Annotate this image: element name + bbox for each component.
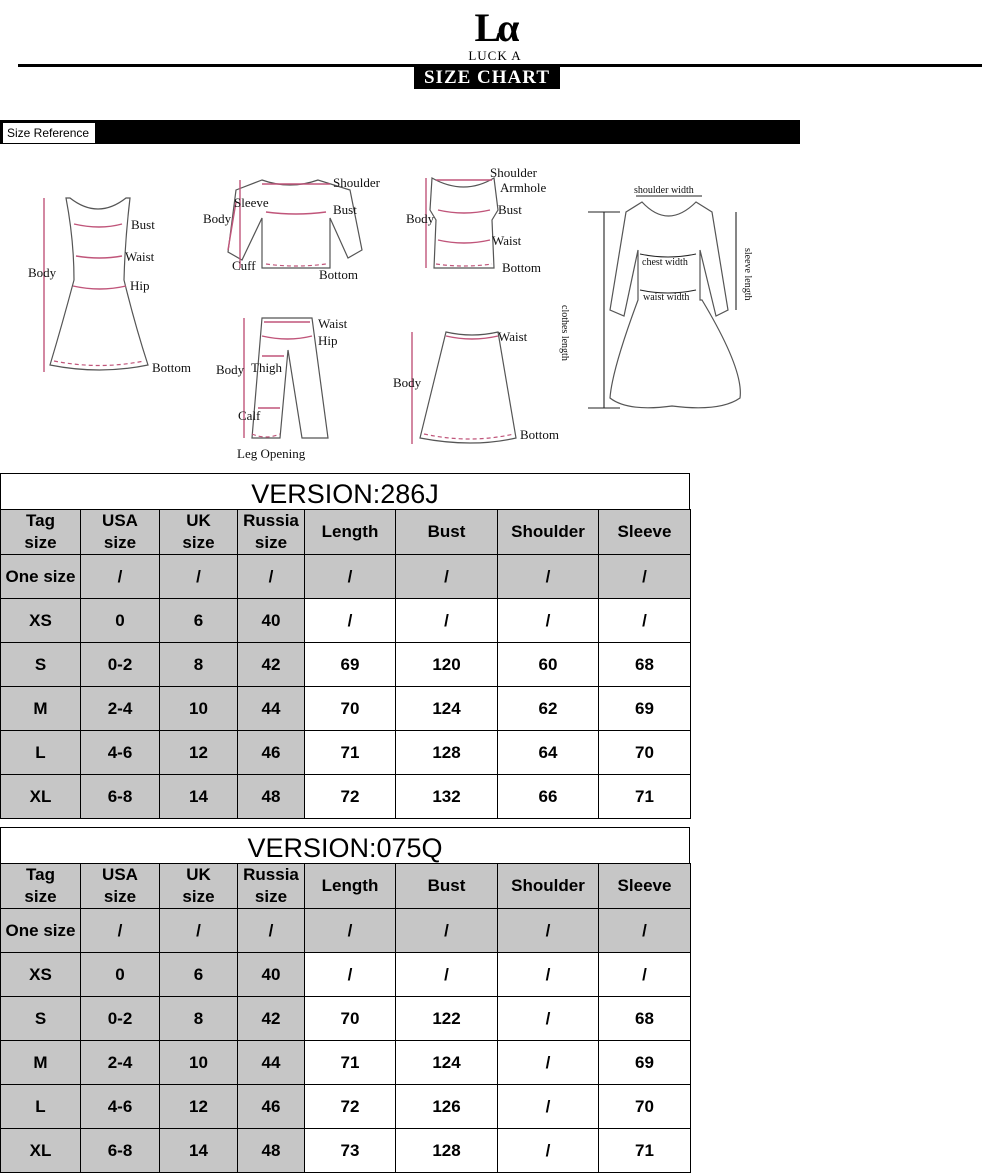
- version-title: VERSION:075Q: [0, 827, 690, 863]
- col-header-length: Length: [305, 864, 396, 909]
- table-cell: /: [498, 1041, 599, 1085]
- top-bust-label: Bust: [333, 202, 357, 217]
- skirt-waist-label: Waist: [498, 329, 528, 344]
- table-cell: /: [238, 909, 305, 953]
- top-cuff-label: Cuff: [232, 258, 256, 273]
- table-cell: 68: [599, 997, 691, 1041]
- waist-width-label: waist width: [643, 292, 690, 303]
- table-cell: 70: [305, 687, 396, 731]
- top-body-label: Body: [203, 211, 232, 226]
- table-cell: 68: [599, 643, 691, 687]
- vest-bust-label: Bust: [498, 202, 522, 217]
- table-cell: 12: [160, 1085, 238, 1129]
- table-cell: 66: [498, 775, 599, 819]
- col-header-shoulder: Shoulder: [498, 864, 599, 909]
- vest-bottom-label: Bottom: [502, 260, 542, 275]
- table-cell: 10: [160, 687, 238, 731]
- table-cell: 0: [81, 953, 160, 997]
- skirt-diagram: [393, 329, 559, 444]
- table-cell: XL: [1, 1129, 81, 1173]
- table-cell: 2-4: [81, 1041, 160, 1085]
- size-table-075q: [0, 827, 690, 1173]
- table-cell: /: [599, 599, 691, 643]
- pants-diagram: [216, 316, 348, 461]
- dress-bottom-label: Bottom: [152, 360, 192, 375]
- table-cell: 124: [396, 687, 498, 731]
- clothes-length-label: clothes length: [559, 305, 570, 361]
- table-cell: 132: [396, 775, 498, 819]
- col-header-bust: Bust: [396, 510, 498, 555]
- table-row: [1, 1041, 691, 1085]
- table-cell: 71: [599, 1129, 691, 1173]
- table-cell: 6-8: [81, 775, 160, 819]
- col-header-shoulder: Shoulder: [498, 510, 599, 555]
- col-header-bust: Bust: [396, 864, 498, 909]
- pants-waist-label: Waist: [318, 316, 348, 331]
- table-cell: /: [305, 555, 396, 599]
- table-cell: /: [498, 997, 599, 1041]
- table-cell: XS: [1, 599, 81, 643]
- skirt-body-label: Body: [393, 375, 422, 390]
- pants-calf-label: Calf: [238, 408, 261, 423]
- table-cell: M: [1, 687, 81, 731]
- table-cell: /: [498, 953, 599, 997]
- top-sleeve-label: Sleeve: [234, 195, 269, 210]
- table-cell: /: [396, 599, 498, 643]
- vest-diagram: [406, 165, 546, 275]
- table-cell: 40: [238, 599, 305, 643]
- col-header-tag-size: Tag size: [1, 510, 81, 555]
- table-cell: 70: [599, 1085, 691, 1129]
- table-row: [1, 953, 691, 997]
- table-cell: 40: [238, 953, 305, 997]
- table-cell: /: [599, 953, 691, 997]
- table-cell: /: [599, 555, 691, 599]
- table-row: [1, 909, 691, 953]
- version-title: VERSION:286J: [0, 473, 690, 509]
- measurement-diagrams: [0, 150, 800, 470]
- header-row: [1, 864, 691, 909]
- table-cell: /: [81, 909, 160, 953]
- table-cell: /: [396, 555, 498, 599]
- skirt-bottom-label: Bottom: [520, 427, 560, 442]
- table-cell: 6-8: [81, 1129, 160, 1173]
- table-cell: /: [498, 1085, 599, 1129]
- table-cell: 48: [238, 1129, 305, 1173]
- col-header-tag-size: Tag size: [1, 864, 81, 909]
- table-cell: 70: [599, 731, 691, 775]
- table-cell: /: [238, 555, 305, 599]
- table-row: [1, 997, 691, 1041]
- vest-body-label: Body: [406, 211, 435, 226]
- table-cell: 0: [81, 599, 160, 643]
- table-row: [1, 599, 691, 643]
- table-cell: 46: [238, 1085, 305, 1129]
- table-cell: 120: [396, 643, 498, 687]
- table-cell: 0-2: [81, 643, 160, 687]
- col-header-russia-size: Russia size: [238, 510, 305, 555]
- top-bottom-label: Bottom: [319, 267, 359, 282]
- vest-shoulder-label: Shoulder: [490, 165, 537, 180]
- table-cell: /: [160, 909, 238, 953]
- header-row: [1, 510, 691, 555]
- table-cell: XS: [1, 953, 81, 997]
- table-cell: /: [305, 909, 396, 953]
- full-dress-diagram: [559, 185, 753, 408]
- size-table: [0, 509, 691, 819]
- brand-logo: [440, 6, 550, 62]
- table-cell: One size: [1, 909, 81, 953]
- sleeve-length-label: sleeve length: [742, 248, 753, 301]
- table-cell: 4-6: [81, 1085, 160, 1129]
- col-header-sleeve: Sleeve: [599, 864, 691, 909]
- table-cell: 72: [305, 1085, 396, 1129]
- shoulder-width-label: shoulder width: [634, 185, 694, 196]
- table-cell: 73: [305, 1129, 396, 1173]
- table-cell: 126: [396, 1085, 498, 1129]
- table-cell: /: [305, 953, 396, 997]
- table-cell: 2-4: [81, 687, 160, 731]
- table-cell: 128: [396, 1129, 498, 1173]
- logo-mark: Lα: [474, 5, 516, 50]
- top-diagram: [203, 175, 381, 282]
- table-cell: 71: [599, 775, 691, 819]
- table-cell: 64: [498, 731, 599, 775]
- size-table-286j: [0, 473, 690, 819]
- table-cell: /: [498, 555, 599, 599]
- table-cell: 42: [238, 643, 305, 687]
- col-header-usa-size: USA size: [81, 864, 160, 909]
- table-cell: 8: [160, 997, 238, 1041]
- table-cell: /: [498, 1129, 599, 1173]
- table-row: [1, 555, 691, 599]
- dress-diagram: [28, 198, 191, 375]
- vest-armhole-label: Armhole: [500, 180, 547, 195]
- table-cell: 12: [160, 731, 238, 775]
- top-shoulder-label: Shoulder: [333, 175, 380, 190]
- table-cell: /: [396, 909, 498, 953]
- dress-waist-label: Waist: [125, 249, 155, 264]
- table-cell: 44: [238, 687, 305, 731]
- table-cell: 10: [160, 1041, 238, 1085]
- table-cell: 6: [160, 599, 238, 643]
- table-cell: 0-2: [81, 997, 160, 1041]
- table-cell: 8: [160, 643, 238, 687]
- pants-hip-label: Hip: [318, 333, 338, 348]
- table-cell: 60: [498, 643, 599, 687]
- table-cell: 46: [238, 731, 305, 775]
- table-cell: M: [1, 1041, 81, 1085]
- table-cell: 48: [238, 775, 305, 819]
- col-header-sleeve: Sleeve: [599, 510, 691, 555]
- table-cell: 70: [305, 997, 396, 1041]
- chest-width-label: chest width: [642, 257, 688, 268]
- dress-body-label: Body: [28, 265, 57, 280]
- table-cell: 4-6: [81, 731, 160, 775]
- table-cell: One size: [1, 555, 81, 599]
- table-row: [1, 1129, 691, 1173]
- size-chart-banner: SIZE CHART: [414, 67, 560, 89]
- table-cell: XL: [1, 775, 81, 819]
- table-cell: 71: [305, 731, 396, 775]
- table-cell: 122: [396, 997, 498, 1041]
- table-cell: /: [498, 909, 599, 953]
- table-cell: /: [81, 555, 160, 599]
- table-cell: 69: [305, 643, 396, 687]
- table-row: [1, 1085, 691, 1129]
- table-cell: 14: [160, 775, 238, 819]
- table-cell: 14: [160, 1129, 238, 1173]
- table-cell: 72: [305, 775, 396, 819]
- col-header-uk-size: UK size: [160, 864, 238, 909]
- table-row: [1, 687, 691, 731]
- logo-text: LUCK A: [468, 48, 522, 63]
- table-cell: /: [498, 599, 599, 643]
- table-cell: 69: [599, 687, 691, 731]
- size-table: [0, 863, 691, 1173]
- vest-waist-label: Waist: [492, 233, 522, 248]
- pants-thigh-label: Thigh: [251, 360, 283, 375]
- col-header-length: Length: [305, 510, 396, 555]
- table-cell: S: [1, 997, 81, 1041]
- table-cell: /: [599, 909, 691, 953]
- size-reference-bar: [0, 120, 800, 144]
- table-cell: 62: [498, 687, 599, 731]
- table-cell: /: [305, 599, 396, 643]
- table-cell: 6: [160, 953, 238, 997]
- table-cell: L: [1, 1085, 81, 1129]
- table-row: [1, 775, 691, 819]
- table-cell: S: [1, 643, 81, 687]
- table-cell: 44: [238, 1041, 305, 1085]
- col-header-uk-size: UK size: [160, 510, 238, 555]
- table-cell: 42: [238, 997, 305, 1041]
- table-row: [1, 731, 691, 775]
- col-header-russia-size: Russia size: [238, 864, 305, 909]
- size-reference-label: Size Reference: [2, 122, 96, 144]
- dress-bust-label: Bust: [131, 217, 155, 232]
- table-cell: /: [396, 953, 498, 997]
- dress-hip-label: Hip: [130, 278, 150, 293]
- pants-leg-opening-label: Leg Opening: [237, 446, 306, 461]
- measurement-illustrations: [0, 150, 800, 470]
- pants-body-label: Body: [216, 362, 245, 377]
- table-cell: 71: [305, 1041, 396, 1085]
- table-cell: 124: [396, 1041, 498, 1085]
- col-header-usa-size: USA size: [81, 510, 160, 555]
- table-cell: 128: [396, 731, 498, 775]
- table-cell: L: [1, 731, 81, 775]
- table-cell: 69: [599, 1041, 691, 1085]
- table-row: [1, 643, 691, 687]
- table-cell: /: [160, 555, 238, 599]
